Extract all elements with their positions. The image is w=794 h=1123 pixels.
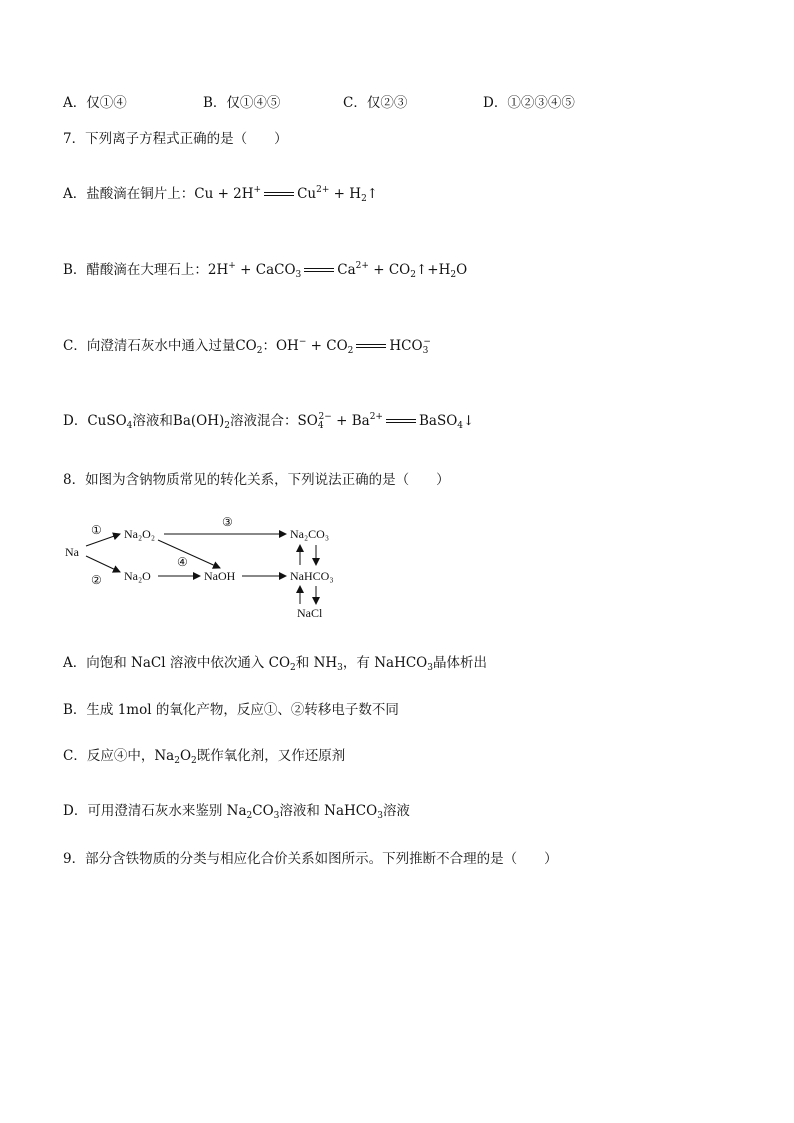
node-naoh: NaOH (204, 569, 236, 583)
q8-option-b: B．生成 1mol 的氧化产物，反应①、②转移电子数不同 (63, 702, 399, 718)
reaction-4-label: ④ (177, 555, 188, 569)
node-na2co3: Na₂CO₃ (290, 527, 330, 541)
q8-option-d: D．可用澄清石灰水来鉴别 $Na_2CO_3$溶液和 NaHCO$_3$溶液 (63, 803, 410, 821)
q9-stem: 9．部分含铁物质的分类与相应化合价关系如图所示。下列推断不合理的是（ ） (63, 851, 558, 867)
reaction-2-label: ② (91, 573, 102, 587)
reaction-1-label: ① (91, 523, 102, 537)
q8-option-a: A．向饱和 NaCl 溶液中依次通入 $CO_2$和 $NH_3$，有 NaHCO$_3$晶体析出 (63, 655, 487, 673)
arrow-na2o2-naoh (158, 540, 220, 568)
q6-option-d: D．①②③④⑤ (483, 95, 575, 111)
node-na2o: Na₂O (124, 569, 151, 583)
q6-option-c: C．仅②③ (343, 95, 408, 111)
reaction-3-label: ③ (222, 515, 233, 529)
node-nahco3: NaHCO₃ (290, 569, 334, 583)
q7-option-c: C．向澄清石灰水中通入过量$CO_2$：$OH^- + CO_2$ $HCO_3^-$ (63, 337, 431, 356)
node-na2o2: Na₂O₂ (124, 527, 156, 541)
sodium-conversion-diagram (60, 510, 360, 625)
q7-option-b: B．醋酸滴在大理石上：2H+ + CaCO$_3$ $Ca^{2+}$ + $CO_2↑+H_2O$ (63, 261, 468, 280)
q8-stem: 8．如图为含钠物质常见的转化关系，下列说法正确的是（ ） (63, 472, 450, 488)
q6-option-a: A．仅①④ (63, 95, 127, 111)
q6-option-b: B．仅①④⑤ (203, 95, 281, 111)
q7-stem: 7．下列离子方程式正确的是（ ） (63, 131, 288, 147)
node-na: Na (65, 545, 79, 559)
arrow-na-na2o (86, 556, 120, 572)
q7-option-a: A．盐酸滴在铜片上：Cu + 2H+ $Cu^{2+}$ + $H_2↑$ (63, 185, 379, 204)
node-nacl: NaCl (297, 606, 323, 620)
q7-option-d: D．CuSO$_4$溶液和$Ba(OH)_2$溶液混合：$SO_4^{2-} + Ba^{2+}$ BaSO$_4$↓ (63, 412, 475, 431)
q8-option-c: C．反应④中，$Na_2O_2$既作氧化剂，又作还原剂 (63, 748, 346, 766)
